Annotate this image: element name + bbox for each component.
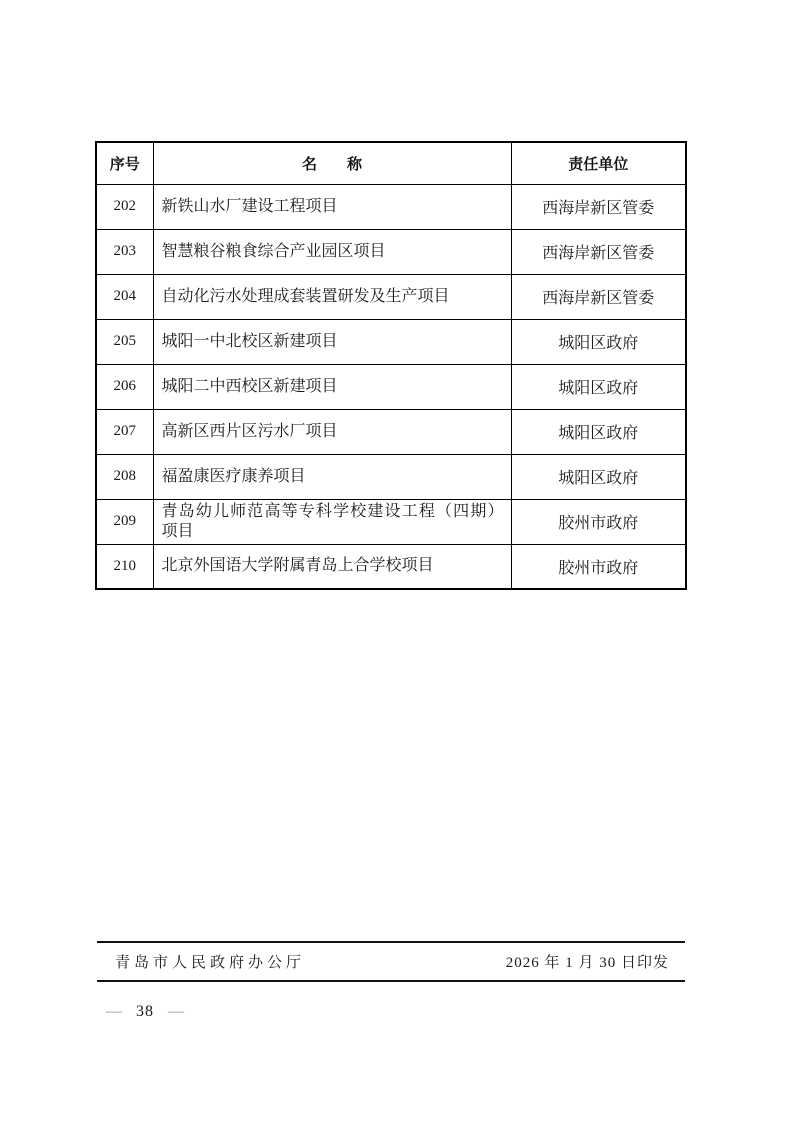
cell-serial: 202	[96, 184, 153, 229]
project-name-text: 新铁山水厂建设工程项目	[161, 197, 338, 215]
cell-responsible-unit: 西海岸新区管委	[511, 229, 686, 274]
cell-serial: 205	[96, 319, 153, 364]
cell-project-name	[153, 499, 511, 544]
cell-project-name	[153, 319, 511, 364]
project-name-text-line2: 项目	[161, 522, 194, 540]
cell-responsible-unit: 城阳区政府	[511, 409, 686, 454]
cell-serial: 204	[96, 274, 153, 319]
cell-responsible-unit: 西海岸新区管委	[511, 274, 686, 319]
page-number-left-dash: —	[106, 1003, 122, 1020]
project-name-text: 自动化污水处理成套装置研发及生产项目	[161, 287, 450, 305]
colophon-bar	[97, 941, 685, 982]
issuing-office: 青岛市人民政府办公厅	[115, 955, 306, 971]
cell-project-name	[153, 274, 511, 319]
cell-project-name	[153, 184, 511, 229]
project-name-text: 高新区西片区污水厂项目	[161, 422, 338, 440]
page-number-value: 38	[136, 1003, 154, 1020]
cell-project-name	[153, 544, 511, 589]
page-number	[106, 1003, 184, 1021]
cell-serial: 208	[96, 454, 153, 499]
cell-serial: 203	[96, 229, 153, 274]
table-row	[96, 274, 686, 319]
header-serial-number: 序号	[96, 142, 153, 184]
table-row	[96, 184, 686, 229]
table-row	[96, 454, 686, 499]
table-row	[96, 499, 686, 544]
cell-responsible-unit: 西海岸新区管委	[511, 184, 686, 229]
cell-project-name	[153, 364, 511, 409]
cell-responsible-unit: 胶州市政府	[511, 544, 686, 589]
cell-project-name	[153, 454, 511, 499]
cell-serial: 206	[96, 364, 153, 409]
cell-responsible-unit: 城阳区政府	[511, 454, 686, 499]
cell-responsible-unit: 城阳区政府	[511, 364, 686, 409]
header-responsible-unit: 责任单位	[511, 142, 686, 184]
cell-serial: 207	[96, 409, 153, 454]
project-name-text: 福盈康医疗康养项目	[161, 467, 306, 485]
page-number-right-dash: —	[168, 1003, 184, 1020]
table-row	[96, 409, 686, 454]
project-name-text: 北京外国语大学附属青岛上合学校项目	[161, 557, 434, 575]
cell-project-name	[153, 409, 511, 454]
project-name-text: 城阳二中西校区新建项目	[161, 377, 338, 395]
header-project-name: 名 称	[153, 142, 511, 184]
project-name-text: 智慧粮谷粮食综合产业园区项目	[161, 242, 386, 260]
project-name-text: 城阳一中北校区新建项目	[161, 332, 338, 350]
project-name-text: 青岛幼儿师范高等专科学校建设工程（四期）	[161, 502, 505, 520]
table-row	[96, 364, 686, 409]
table-header-row	[96, 142, 686, 184]
cell-serial: 210	[96, 544, 153, 589]
table-row	[96, 544, 686, 589]
table-row	[96, 319, 686, 364]
projects-table	[95, 141, 687, 590]
cell-responsible-unit: 城阳区政府	[511, 319, 686, 364]
print-date: 2026 年 1 月 30 日印发	[505, 955, 669, 971]
cell-responsible-unit: 胶州市政府	[511, 499, 686, 544]
cell-serial: 209	[96, 499, 153, 544]
table-row	[96, 229, 686, 274]
cell-project-name	[153, 229, 511, 274]
